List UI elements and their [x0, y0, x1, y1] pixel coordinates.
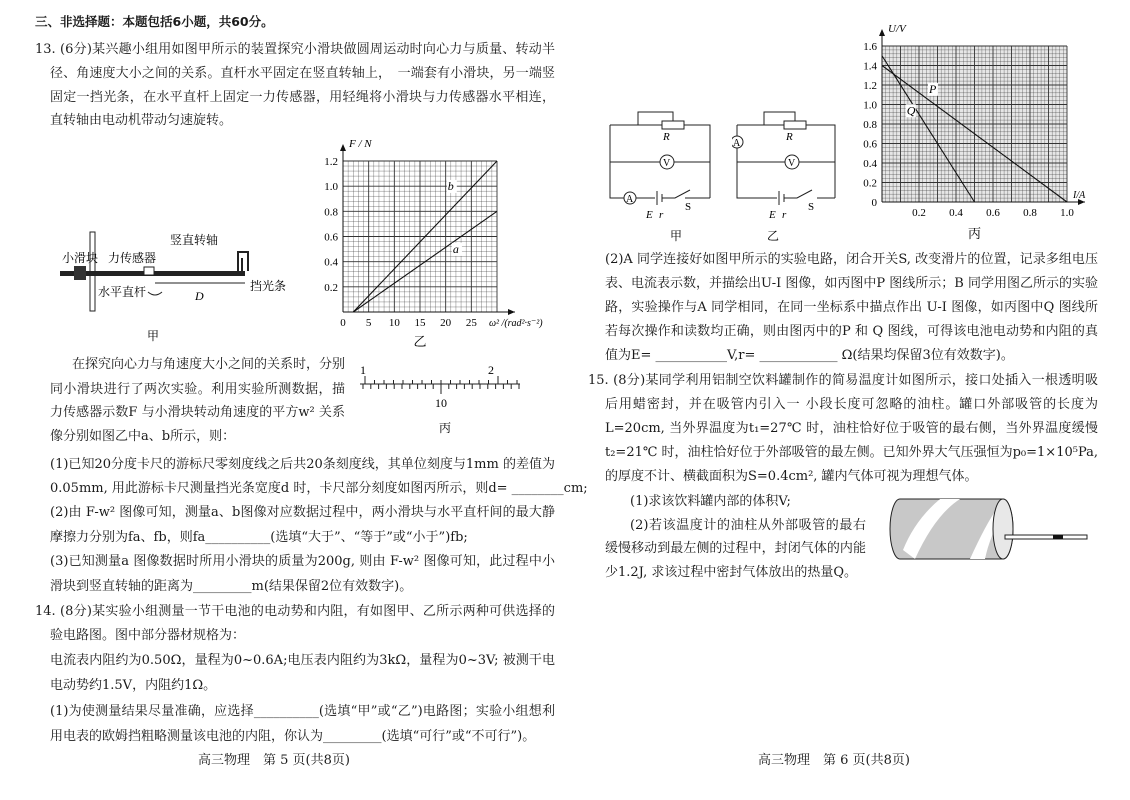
- q13-line: 13. (6分)某兴趣小组用如图甲所示的装置探究小滑块做圆周运动时向心力与质量、转动半: [35, 42, 555, 57]
- q15-line: 后用蜡密封，并在吸管内引入一 小段长度可忽略的油柱。罐口外部吸管的长度为: [605, 397, 1098, 412]
- y-tick-label: 1.4: [863, 60, 877, 73]
- main-scale-label: 2: [488, 363, 494, 377]
- label-E: E: [646, 209, 653, 221]
- q14-line: 14. (8分)某实验小组测量一节干电池的电动势和内阻，有如图甲、乙所示两种可供选择的: [35, 604, 555, 619]
- x-tick-label: 25: [465, 317, 477, 329]
- label-V: V: [663, 158, 671, 169]
- q15-line: L=20cm, 当外界温度为t₁=27℃ 时，油柱恰好位于吸管的最右侧，当外界温度缓慢: [605, 421, 1098, 436]
- q15-line: 15. (8分)某同学利用铝制空饮料罐制作的简易温度计如图所示，接口处插入一根透明吸: [588, 373, 1098, 388]
- x-tick-label: 15: [414, 317, 426, 329]
- q14-line: (1)为使测量结果尽量准确，应选择__________(选填“甲”或“乙”)电路图；实验小组想利: [50, 704, 555, 719]
- series-label-a: a: [452, 241, 459, 256]
- footer-left: 高三物理 第 5 页(共8页): [198, 753, 350, 768]
- label-sensor: 力传感器: [108, 251, 157, 265]
- y-tick-label: 1.0: [324, 181, 338, 194]
- series-label-b: b: [447, 178, 454, 193]
- y-tick-label: 0.2: [324, 281, 338, 294]
- circuit-yi: [732, 110, 842, 245]
- rheostat: [784, 121, 806, 129]
- q14-part2: 值为E= ___________V,r= ____________ Ω(结果均保留3位有效数字)。: [605, 348, 1014, 363]
- x-tick-label: 0.2: [912, 207, 926, 219]
- label-slider: 小滑块: [62, 251, 99, 265]
- footer-right: 高三物理 第 6 页(共8页): [758, 753, 910, 768]
- y-tick-label: 0.6: [863, 138, 877, 151]
- vernier-caliper-figure: [355, 362, 525, 442]
- q14-part2: 若每次操作和读数均正确，则由图丙中的P 和 Q 图线，可得该电池电动势和内阻的真: [605, 324, 1098, 339]
- q14-part2: 表、电流表示数，并描绘出U-I 图像，如丙图中P 图线所示；B 同学用图乙所示的实验: [605, 276, 1098, 291]
- q15-sub: 少1.2J, 求该过程中密封气体放出的热量Q。: [605, 565, 858, 580]
- label-axis: 竖直转轴: [170, 233, 219, 247]
- q15-sub: (1)求该饮料罐内部的体积V;: [630, 494, 791, 509]
- y-tick-label: 0.8: [863, 119, 877, 131]
- x-axis-label: I/A: [1073, 190, 1086, 201]
- x-tick-label: 1.0: [1060, 207, 1074, 219]
- light-barrier: [238, 252, 248, 273]
- label-r: r: [782, 209, 787, 221]
- label-A: A: [626, 194, 634, 205]
- graph-caption: 乙: [413, 334, 427, 349]
- q13-sub: 滑块到竖直转轴的距离为_________m(结果保留2位有效数字)。: [50, 579, 413, 594]
- q13-line: 直转轴由电动机带动匀速旋转。: [50, 113, 233, 128]
- q13-para: 像分别如图乙中a、b所示，则：: [50, 429, 236, 444]
- y-tick-label: 0.4: [324, 256, 338, 269]
- q13-sub: 0.05mm, 用此游标卡尺测量挡光条宽度d 时，卡尺部分刻度如图丙所示，则d= ________cm;: [50, 481, 588, 496]
- q14-part2: 路，实验操作与A 同学相同，在同一坐标系中描点作出 U-I 图像，如丙图中Q 图线所: [605, 300, 1098, 315]
- q15-line: 的厚度不计、横截面积为S=0.4cm², 罐内气体可视为理想气体。: [605, 469, 978, 484]
- oil-column: [1053, 535, 1063, 539]
- q14-line: 验电路图。图中部分器材规格为：: [50, 628, 246, 643]
- y-tick-label: 1.0: [863, 99, 877, 112]
- series-label-P: P: [928, 81, 937, 96]
- y-tick-label: 0.6: [324, 231, 338, 244]
- circuit-jia: [605, 110, 715, 245]
- y-tick-label: 1.2: [324, 156, 338, 168]
- vernier-label: 10: [435, 396, 447, 410]
- drink-can-figure: [885, 495, 1095, 563]
- x-axis-arrow-icon: [508, 309, 515, 315]
- label-R: R: [663, 131, 670, 143]
- q14-part2: (2)A 同学连接好如图甲所示的实验电路，闭合开关S, 改变滑片的位置，记录多组电压: [605, 252, 1098, 267]
- label-S: S: [808, 201, 815, 213]
- slider-block: [74, 266, 86, 280]
- apparatus-figure: [60, 228, 300, 343]
- label-V: V: [788, 158, 796, 169]
- q14-line: 用电表的欧姆挡粗略测量该电池的内阻，你认为_________(选填“可行”或“不可行”)。: [50, 729, 536, 744]
- label-R: R: [786, 131, 793, 143]
- u-i-graph: [850, 10, 1100, 245]
- label-A: A: [733, 138, 741, 149]
- y-axis-label: U/V: [888, 23, 906, 35]
- caption-bing: 丙: [439, 421, 452, 435]
- section-header: 三、非选择题：本题包括6小题，共60分。: [35, 14, 274, 29]
- label-S: S: [685, 201, 692, 213]
- y-tick-label: 0.4: [863, 158, 877, 170]
- q15-sub: (2)若该温度计的油柱从外部吸管的最右: [630, 518, 866, 533]
- q13-sub: (2)由 F-w² 图像可知，测量a、b图像对应数据过程中，两小滑块与水平直杆间的最大静: [50, 505, 555, 520]
- main-scale-label: 1: [360, 363, 366, 377]
- label-E: E: [769, 209, 776, 221]
- label-rod: 水平直杆: [98, 285, 147, 299]
- q13-sub: (1)已知20分度卡尺的游标尺零刻度线之后共20条刻度线，其单位刻度与1mm 的差值为: [50, 457, 555, 472]
- can-end: [993, 499, 1013, 559]
- rotation-arrow-icon: [148, 292, 162, 295]
- y-tick-label: 1.2: [863, 80, 877, 92]
- q13-line: 径、角速度大小之间的关系。直杆水平固定在竖直转轴上， 一端套有小滑块，另一端竖: [50, 66, 555, 81]
- x-tick-label: 0.8: [1023, 207, 1037, 219]
- rheostat: [662, 121, 684, 129]
- y-tick-label: 0.2: [863, 177, 877, 190]
- x-tick-label: 5: [365, 317, 372, 329]
- y-axis-label: F / N: [349, 138, 372, 150]
- q14-line: 电流表内阻约为0.50Ω，量程为0~0.6A;电压表内阻约为3kΩ，量程为0~3V; 被测干电: [50, 653, 555, 668]
- x-tick-label: 20: [440, 317, 452, 329]
- x-tick-label: 0.4: [949, 207, 963, 219]
- caption-yi: 乙: [767, 229, 780, 243]
- label-barrier: 挡光条: [250, 279, 287, 293]
- q13-para: 力传感器示数F 与小滑块转动角速度的平方w² 关系: [50, 405, 345, 420]
- series-label-Q: Q: [906, 103, 916, 118]
- caption-jia: 甲: [147, 329, 160, 343]
- x-tick-label: 0.6: [986, 207, 1000, 219]
- label-D: D: [195, 289, 204, 303]
- label-r: r: [659, 209, 664, 221]
- q14-line: 电动势约1.5V，内阻约1Ω。: [50, 678, 217, 693]
- force-omega-graph: [310, 138, 570, 353]
- q15-line: t₂=21℃ 时，油柱恰好位于外部吸管的最左侧。已知外界大气压强恒为p₀=1×10⁵Pa,: [605, 445, 1098, 460]
- x-tick-label: 10: [388, 317, 400, 329]
- force-sensor: [144, 267, 154, 275]
- q13-sub: 摩擦力分别为fa、fb，则fa__________(选填“大于”、“等于”或“小于”)fb;: [50, 530, 468, 545]
- y-tick-label: 0.8: [324, 206, 338, 219]
- q13-para: 在探究向心力与角速度大小之间的关系时，分别: [72, 357, 345, 372]
- q13-line: 固定一挡光条，在水平直杆上固定一力传感器，用轻绳将小滑块与力传感器水平相连，: [50, 90, 555, 105]
- caption-jia: 甲: [670, 229, 683, 243]
- x-tick-label: 0: [340, 317, 346, 329]
- y-axis-arrow-icon: [879, 29, 885, 36]
- x-axis-label: ω² /(rad²·s⁻²): [489, 318, 543, 329]
- y-axis-arrow-icon: [340, 144, 346, 151]
- q15-sub: 缓慢移动到最左侧的过程中，封闭气体的内能: [605, 541, 866, 556]
- y-tick-label: 0: [871, 197, 877, 209]
- q13-sub: (3)已知测量a 图像数据时所用小滑块的质量为200g, 则由 F-w² 图像可知，此过程中小: [50, 554, 555, 569]
- q13-para: 同小滑块进行了两次实验。利用实验所测数据，描: [50, 382, 345, 397]
- y-tick-label: 1.6: [863, 41, 877, 53]
- straw: [1005, 535, 1087, 539]
- graph-caption: 丙: [967, 226, 982, 241]
